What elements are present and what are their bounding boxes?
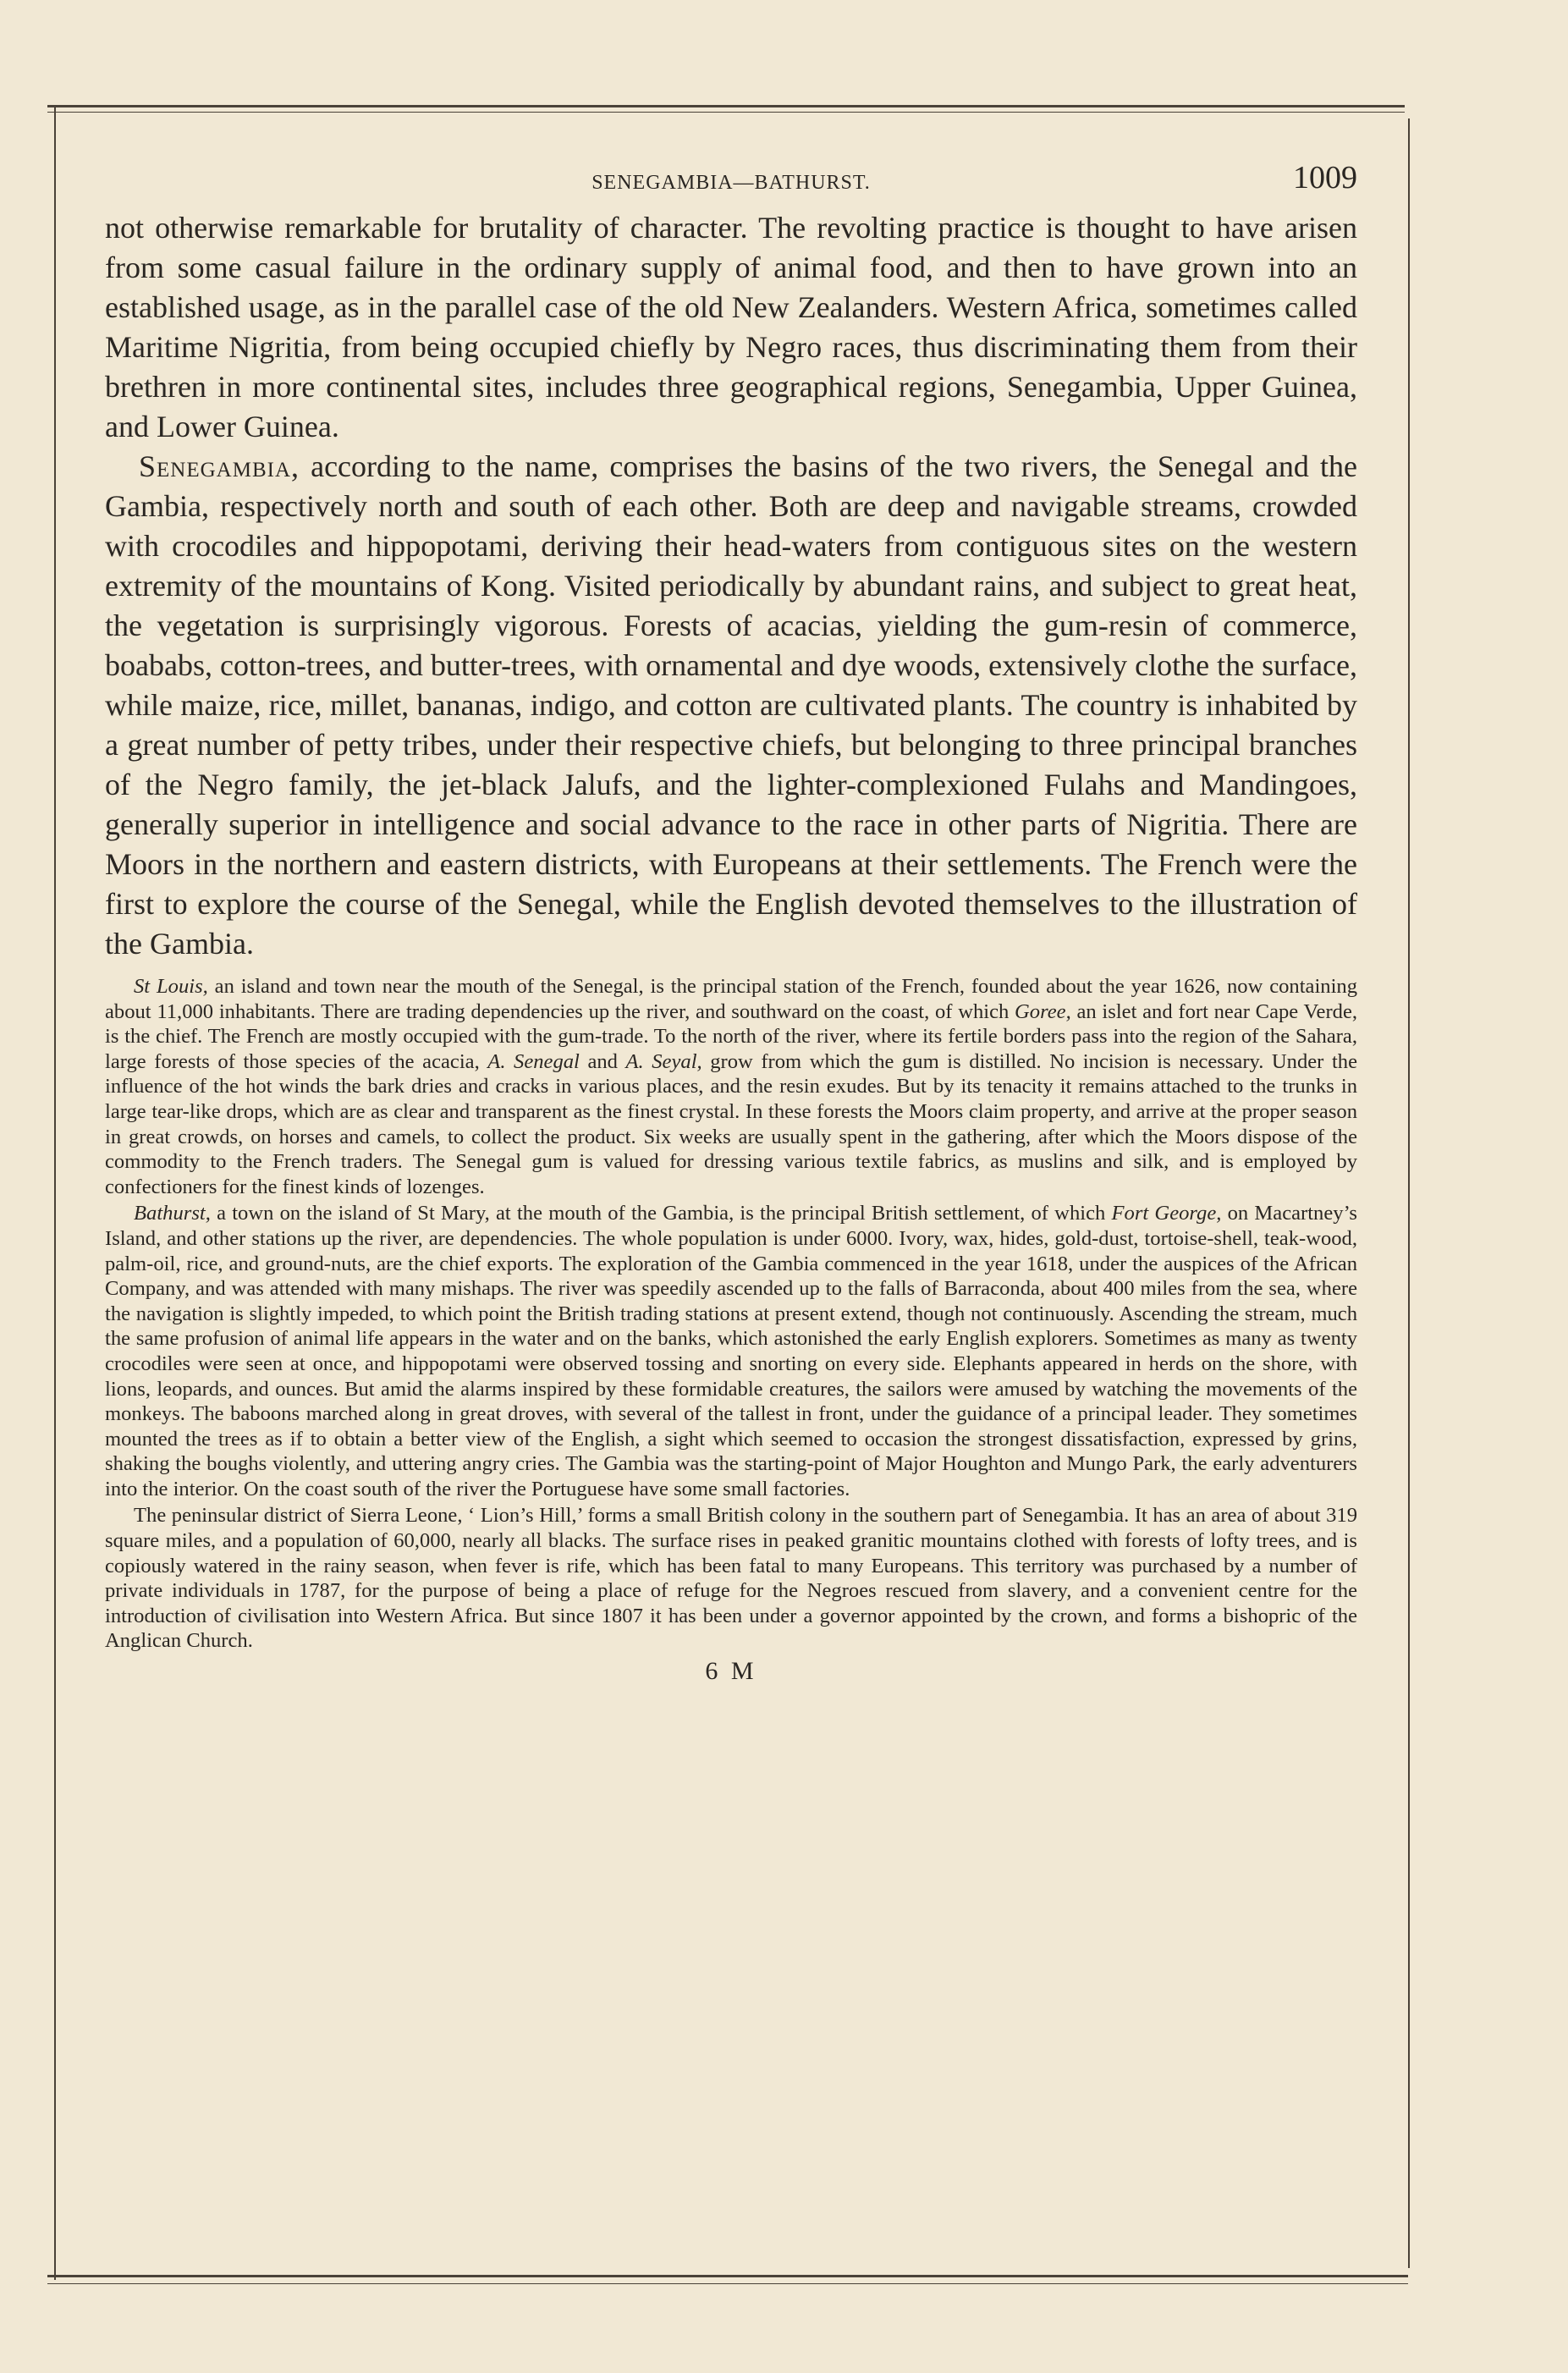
acacia-seyal: A. Seyal,	[625, 1049, 702, 1073]
frame-bottom-rule	[47, 2275, 1408, 2277]
st-louis-text-2: an islet and fort near Cape Verde, is the chief. The French are mostly occupied with the gum-trade. To the north of the river, where its fertile borders pass into the region of the Sahara, large forests of those species of the acacia,	[105, 999, 1358, 1073]
frame-left-rule	[54, 105, 56, 2280]
senegambia-heading: Senegambia,	[139, 449, 300, 483]
st-louis-text-1: an island and town near the mouth of the Senegal, is the principal station of the French, founded about the year 1626, now containing about 11,000 inhabitants. There are trading dependencies up the river, and southward on the coast, of which	[105, 975, 1358, 1023]
st-louis-text-4: grow from which the gum is distilled. No incision is necessary. Under the influence of the hot winds the bark dries and cracks in various places, and the resin exudes. But by its tenacity it remains attached to the trunks in large tear-like drops, which are as clear and transparent as the finest crystal. In these forests the Moors claim property, and arrive at the proper season in great crowds, on horses and camels, to collect the product. Six weeks are usually spent in the gathering, after which the Moors dispose of the commodity to the French traders. The Senegal gum is valued for dressing various textile fabrics, as muslins and silk, and is employed by confectioners for the finest kinds of lozenges.	[105, 1049, 1357, 1198]
signature-mark: 6 M	[705, 1657, 757, 1686]
note-st-louis	[105, 974, 1357, 1199]
frame-top-rule	[47, 105, 1405, 107]
bathurst-text-1: a town on the island of St Mary, at the mouth of the Gambia, is the principal British settlement, of which	[210, 1202, 1112, 1225]
goree-name: Goree,	[1015, 999, 1071, 1023]
page-number: 1009	[1293, 160, 1357, 195]
small-print-notes	[105, 974, 1357, 1654]
paragraph-senegambia	[105, 447, 1357, 964]
frame-right-rule	[1408, 118, 1410, 2268]
st-louis-name: St Louis,	[134, 975, 208, 998]
page-content	[105, 160, 1358, 1686]
acacia-senegal: A. Senegal	[487, 1049, 580, 1073]
frame-bottom-rule-thin	[47, 2283, 1408, 2284]
bathurst-text-2: on Macartney’s Island, and other stations up the river, are dependencies. The whole population is under 6000. Ivory, wax, hides, gold-dust, tortoise-shell, teak-wood, palm-oil, rice, and ground-nuts, are the chief exports. The exploration of the Gambia commenced in the year 1618, under the auspices of the African Company, and was attended with many mishaps. The river was speedily ascended up to the falls of Barraconda, about 400 miles from the sea, where the navigation is slightly impeded, to which point the British trading stations at present extend, though not continuously. Ascending the stream, much the same profusion of animal life appears in the water and on the banks, which astonished the early English explorers. Sometimes as many as twenty crocodiles were seen at once, and hippopotami were observed tossing and snorting on every side. Elephants appeared in herds on the shore, with lions, leopards, and ounces. But amid the alarms inspired by these formidable creatures, the sailors were amused by watching the movements of the monkeys. The baboons marched along in great droves, with several of the tallest in front, under the guidance of a principal leader. They sometimes mounted the trees as if to obtain a better view of the English, a sight which seemed to occasion the strongest dissatisfaction, expressed by grins, shaking the boughs violently, and uttering angry cries. The Gambia was the starting-point of Major Houghton and Mungo Park, the early adventurers into the interior. On the coast south of the river the Portuguese have some small factories.	[105, 1202, 1357, 1500]
paragraph-western-africa: not otherwise remarkable for brutality of character. The revolting practice is thought to have arisen from some casual failure in the ordinary supply of animal food, and then to have grown into an established usage, as in the parallel case of the old New Zealanders. Western Africa, sometimes called Maritime Nigritia, from being occupied chiefly by Negro races, thus discriminating them from their brethren in more continental sites, includes three geographical regions, Senegambia, Upper Guinea, and Lower Guinea.	[105, 211, 1357, 443]
main-text	[105, 208, 1357, 964]
running-title: SENEGAMBIA—BATHURST.	[591, 172, 871, 194]
note-bathurst	[105, 1201, 1357, 1501]
running-header	[105, 160, 1357, 200]
bathurst-name: Bathurst,	[134, 1202, 211, 1225]
note-sierra-leone: The peninsular district of Sierra Leone, ‘ Lion’s Hill,’ forms a small British colony in the southern part of Senegambia. It has an area of about 319 square miles, and a population of 60,000, nearly all blacks. The surface rises in peaked granitic mountains clothed with forests of lofty trees, and is copiously watered in the rainy season, when fever is rife, which has been fatal to many Europeans. This territory was purchased by a number of private individuals in 1787, for the purpose of being a place of refuge for the Negroes rescued from slavery, and a convenient centre for the introduction of civilisation into Western Africa. But since 1807 it has been under a governor appointed by the crown, and forms a bishopric of the Anglican Church.	[105, 1504, 1357, 1653]
frame-top-rule-thin	[47, 112, 1405, 113]
paragraph-senegambia-body: according to the name, comprises the basins of the two rivers, the Senegal and the Gambia, respectively north and south of each other. Both are deep and navigable streams, crowded with crocodiles and hippopotami, deriving their head-waters from contiguous sites on the western extremity of the mountains of Kong. Visited periodically by abundant rains, and subject to great heat, the vegetation is surprisingly vigorous. Forests of acacias, yielding the gum-resin of commerce, boababs, cotton-trees, and butter-trees, with ornamental and dye woods, extensively clothe the surface, while maize, rice, millet, bananas, indigo, and cotton are cultivated plants. The country is inhabited by a great number of petty tribes, under their respective chiefs, but belonging to three principal branches of the Negro family, the jet-black Jalufs, and the lighter-complexioned Fulahs and Mandingoes, generally superior in intelligence and social advance to the race in other parts of Nigritia. There are Moors in the northern and eastern districts, with Europeans at their settlements. The French were the first to explore the course of the Senegal, while the English devoted themselves to the illustration of the Gambia.	[105, 449, 1357, 961]
st-louis-text-3: and	[579, 1049, 626, 1073]
fort-george-name: Fort George,	[1111, 1202, 1222, 1225]
